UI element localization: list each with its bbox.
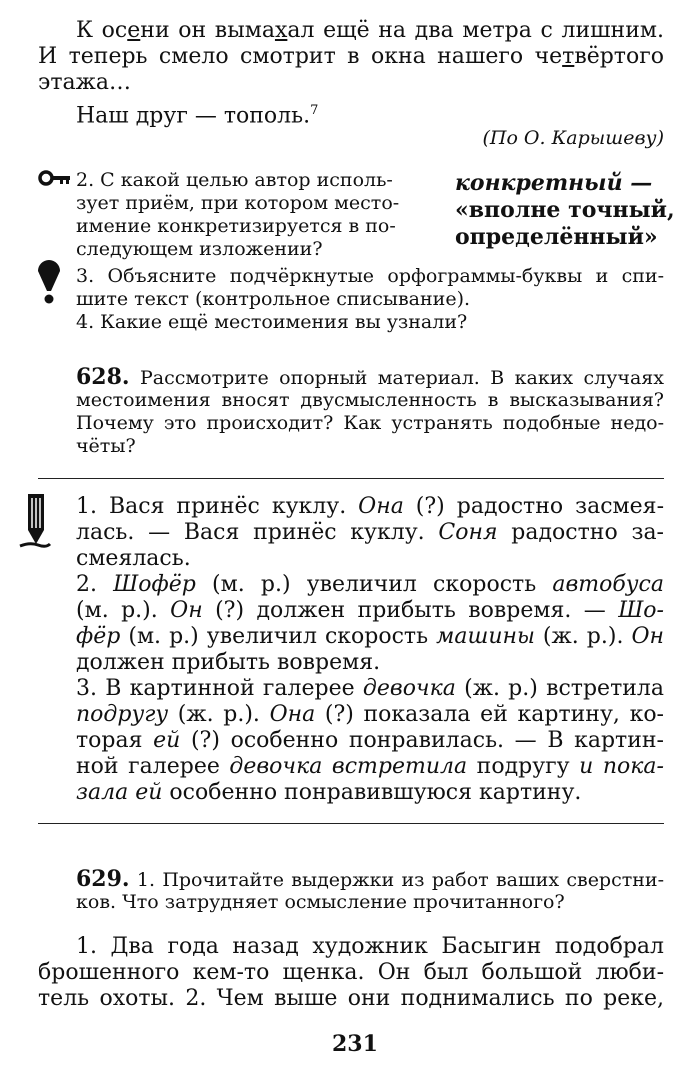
example-3-line: зала ей особенно понравившуюся картину. [76,780,582,805]
example-3-line: ной галерее девочка встретила подругу и пока- [76,754,664,779]
task-628-line: местоимения вносят двусмысленность в высказывания? [76,389,664,411]
example-2-line: 2. Шофёр (м. р.) увеличил скорость автобуса [76,572,664,597]
question-2-line: 2. С какой целью автор исполь- [76,169,393,191]
excerpt-line: тель охоты. 2. Чем выше они поднимались по реке, [38,986,664,1011]
excerpt-line: 1. Два года назад художник Басыгин подобрал [76,934,664,959]
task-628-line: Почему это происходит? Как устранять подобные недо- [76,412,664,434]
pencil-icon [18,492,52,552]
task-628-line: чёты? [76,435,136,457]
page-number: 231 [332,1031,378,1057]
example-2-line: (м. р.). Он (?) должен прибыть вовремя. — Шо- [76,598,664,623]
task-629-line: 629. 1. Прочитайте выдержки из работ ваших сверстни- [76,866,664,892]
question-2-line: имение конкретизируется в по- [76,215,396,237]
intro-line-1: К осени он вымахал ещё на два метра с лишним. [76,18,664,43]
excerpt-line: брошенного кем-то щенка. Он был большой люби- [38,960,664,985]
key-icon [38,170,72,186]
question-3-line: шите текст (контрольное списывание). [76,288,471,310]
intro-line-3: этажа… [38,70,131,95]
definition-term: конкретный — [455,170,653,196]
question-3-line: 3. Объясните подчёркнутые орфограммы-буквы и спи- [76,265,664,287]
question-2-line: следующем изложении? [76,238,323,260]
intro-line-2: И теперь смело смотрит в окна нашего четвёртого [38,44,664,69]
example-3-line: 3. В картинной галерее девочка (ж. р.) встретила [76,676,664,701]
source-attribution: (По О. Карышеву) [482,127,664,149]
example-1-line: смеялась. [76,546,191,571]
intro-line-4: Наш друг — тополь.$^7$ [76,103,319,129]
attention-icon [36,259,62,305]
section-divider [38,823,664,824]
footnote-mark: 7 [310,103,319,118]
example-3-line: торая ей (?) особенно понравилась. — В картин- [76,728,664,753]
task-629-number: 629. [76,866,130,892]
task-629-line: ков. Что затрудняет осмысление прочитанного? [76,891,565,913]
task-628-line: 628. Рассмотрите опорный материал. В каких случаях [76,364,664,390]
example-1-line: 1. Вася принёс куклу. Она (?) радостно засмея- [76,494,664,519]
definition-line: «вполне точный, [455,197,675,223]
example-2-line: фёр (м. р.) увеличил скорость машины (ж. р.). Он [76,624,664,649]
question-4: 4. Какие ещё местоимения вы узнали? [76,311,468,333]
example-1-line: лась. — Вася принёс куклу. Соня радостно за- [76,520,664,545]
example-2-line: должен прибыть вовремя. [76,650,381,675]
definition-line: определённый» [455,224,658,250]
example-3-line: подругу (ж. р.). Она (?) показала ей картину, ко- [76,702,664,727]
section-divider [38,478,664,479]
question-2-line: зует приём, при котором место- [76,192,400,214]
task-628-number: 628. [76,364,130,390]
